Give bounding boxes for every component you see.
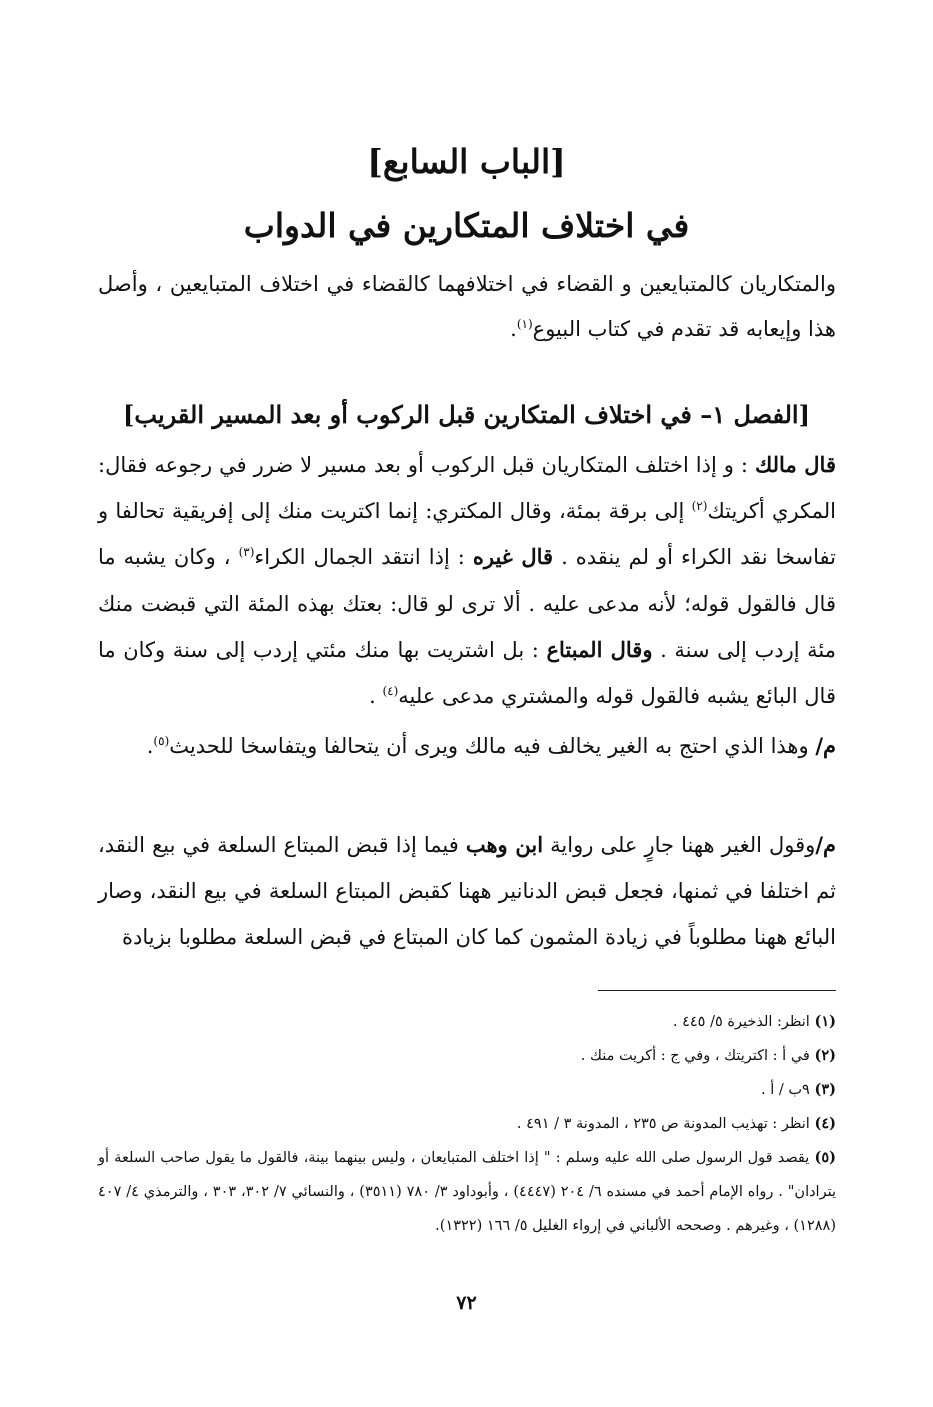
speaker-other: قال غيره [472,544,554,570]
footnote-number: (٥) [814,1149,836,1166]
footnote-ref-1[interactable]: (١) [516,317,533,331]
para1-text-d: ، وكان يشبه ما قال فالقول قوله؛ لأنه مدعى عليه . ألا ترى لو قال: بعتك بهذه المئة التي قبضت منك مئة إردب إلى سنة . [98,545,836,662]
para2-text: وهذا الذي احتج به الغير يخالف فيه مالك ويرى أن يتحالفا ويتفاسخا للحديث [169,734,816,758]
intro-paragraph [98,262,836,352]
para1-text-b: إلى برقة بمئة، وقال المكتري: إنما اكتريت منك إلى إفريقية تحالفا و تفاسخا نقد الكراء أو لم ينقده . [98,499,836,570]
footnote-5 [98,1141,836,1243]
speaker-buyer: وقال المبتاع [546,636,653,662]
paragraph-commentary-1 [98,723,836,769]
para1-text-c: : إذا انتقد الجمال الكراء [254,545,473,570]
para1-text-a: : و إذا اختلف المتكاريان قبل الركوب أو بعد مسير لا ضرر في رجوعه فقال: المكري أكريتك [98,453,836,524]
page-number: ٧٢ [456,1292,477,1314]
footnote-4 [98,1107,836,1141]
section-heading: [الفصل ١– في اختلاف المتكارين قبل الركوب أو بعد المسير القريب] [123,400,810,429]
commentary-marker: م/ [815,832,836,857]
para3-text-a: وقول الغير ههنا جارٍ على رواية [543,833,816,857]
footnote-text: انظر : تهذيب المدونة ص ٢٣٥ ، المدونة ٣ / ٤٩١ . [516,1116,815,1132]
paragraph-commentary-2 [98,822,836,960]
para3-text-b: فيما إذا قبض المبتاع السلعة في بيع النقد، ثم اختلفا في ثمنها، فجعل قبض الدنانير ههنا كقبض المبتاع السلعة في بيع النقد، وصار البائع ههنا مطلوباً في زيادة المثمون كما كان المبتاع في قبض السلعة مطلوبا بزيادة [98,833,836,949]
footnote-text: انظر: الذخيرة ٥/ ٤٤٥ . [672,1014,815,1030]
footnote-ref-2[interactable]: (٢) [691,499,708,514]
name-ibn-wahb: ابن وهب [465,832,544,857]
paragraph-malik [98,442,836,719]
footnote-ref-5[interactable]: (٥) [153,734,170,748]
footnote-divider [598,990,836,991]
speaker-malik: قال مالك [754,452,836,477]
intro-text: والمتكاريان كالمتبايعين و القضاء في اختلافهما كالقضاء في اختلاف المتبايعين ، وأصل هذا وإيعابه قد تقدم في كتاب البيوع [98,272,836,341]
footnote-number: (١) [814,1013,836,1030]
footnote-ref-4[interactable]: (٤) [382,684,399,699]
intro-end: . [510,317,517,341]
footnote-3 [98,1073,836,1107]
para1-text-f: . [369,684,383,709]
chapter-subtitle: في اختلاف المتكارين في الدواب [243,206,690,245]
footnote-text: يقصد قول الرسول صلى الله عليه وسلم : " إذا اختلف المتبايعان ، وليس بينهما بينة، فالقول ما يقول صاحب السلعة أو يترادان" . رواه الإمام أحمد في مسنده ٦/ ٢٠٤ (٤٤٤٧) ، وأبوداود ٣/ ٧٨٠ (٣٥١١) ، والنسائي ٧/ ٣٠٢، ٣٠٣ ، والترمذي ٤/ ٤٠٧ (١٢٨٨) ، وغيرهم . وصححه الألباني في إرواء الغليل ٥/ ١٦٦ (١٣٢٢). [98,1150,836,1234]
footnote-number: (٣) [814,1081,836,1098]
footnote-text: ٩ب / أ . [761,1082,815,1098]
footnote-text: في أ : اكتريتك ، وفي ج : أكريت منك . [580,1048,815,1064]
para1-text-e: : بل اشتريت بها منك مئتي إردب إلى سنة وكان ما قال البائع يشبه فالقول قوله والمشتري مدعى عليه [98,637,836,709]
footnote-2 [98,1039,836,1073]
footnote-1 [98,1005,836,1039]
footnote-number: (٢) [814,1047,836,1064]
para2-end: . [146,734,154,758]
footnote-number: (٤) [814,1115,836,1132]
chapter-title: [الباب السابع] [367,142,566,181]
footnote-ref-3[interactable]: (٣) [238,545,255,560]
footnotes [98,1005,836,1243]
commentary-marker: م/ [815,733,836,758]
